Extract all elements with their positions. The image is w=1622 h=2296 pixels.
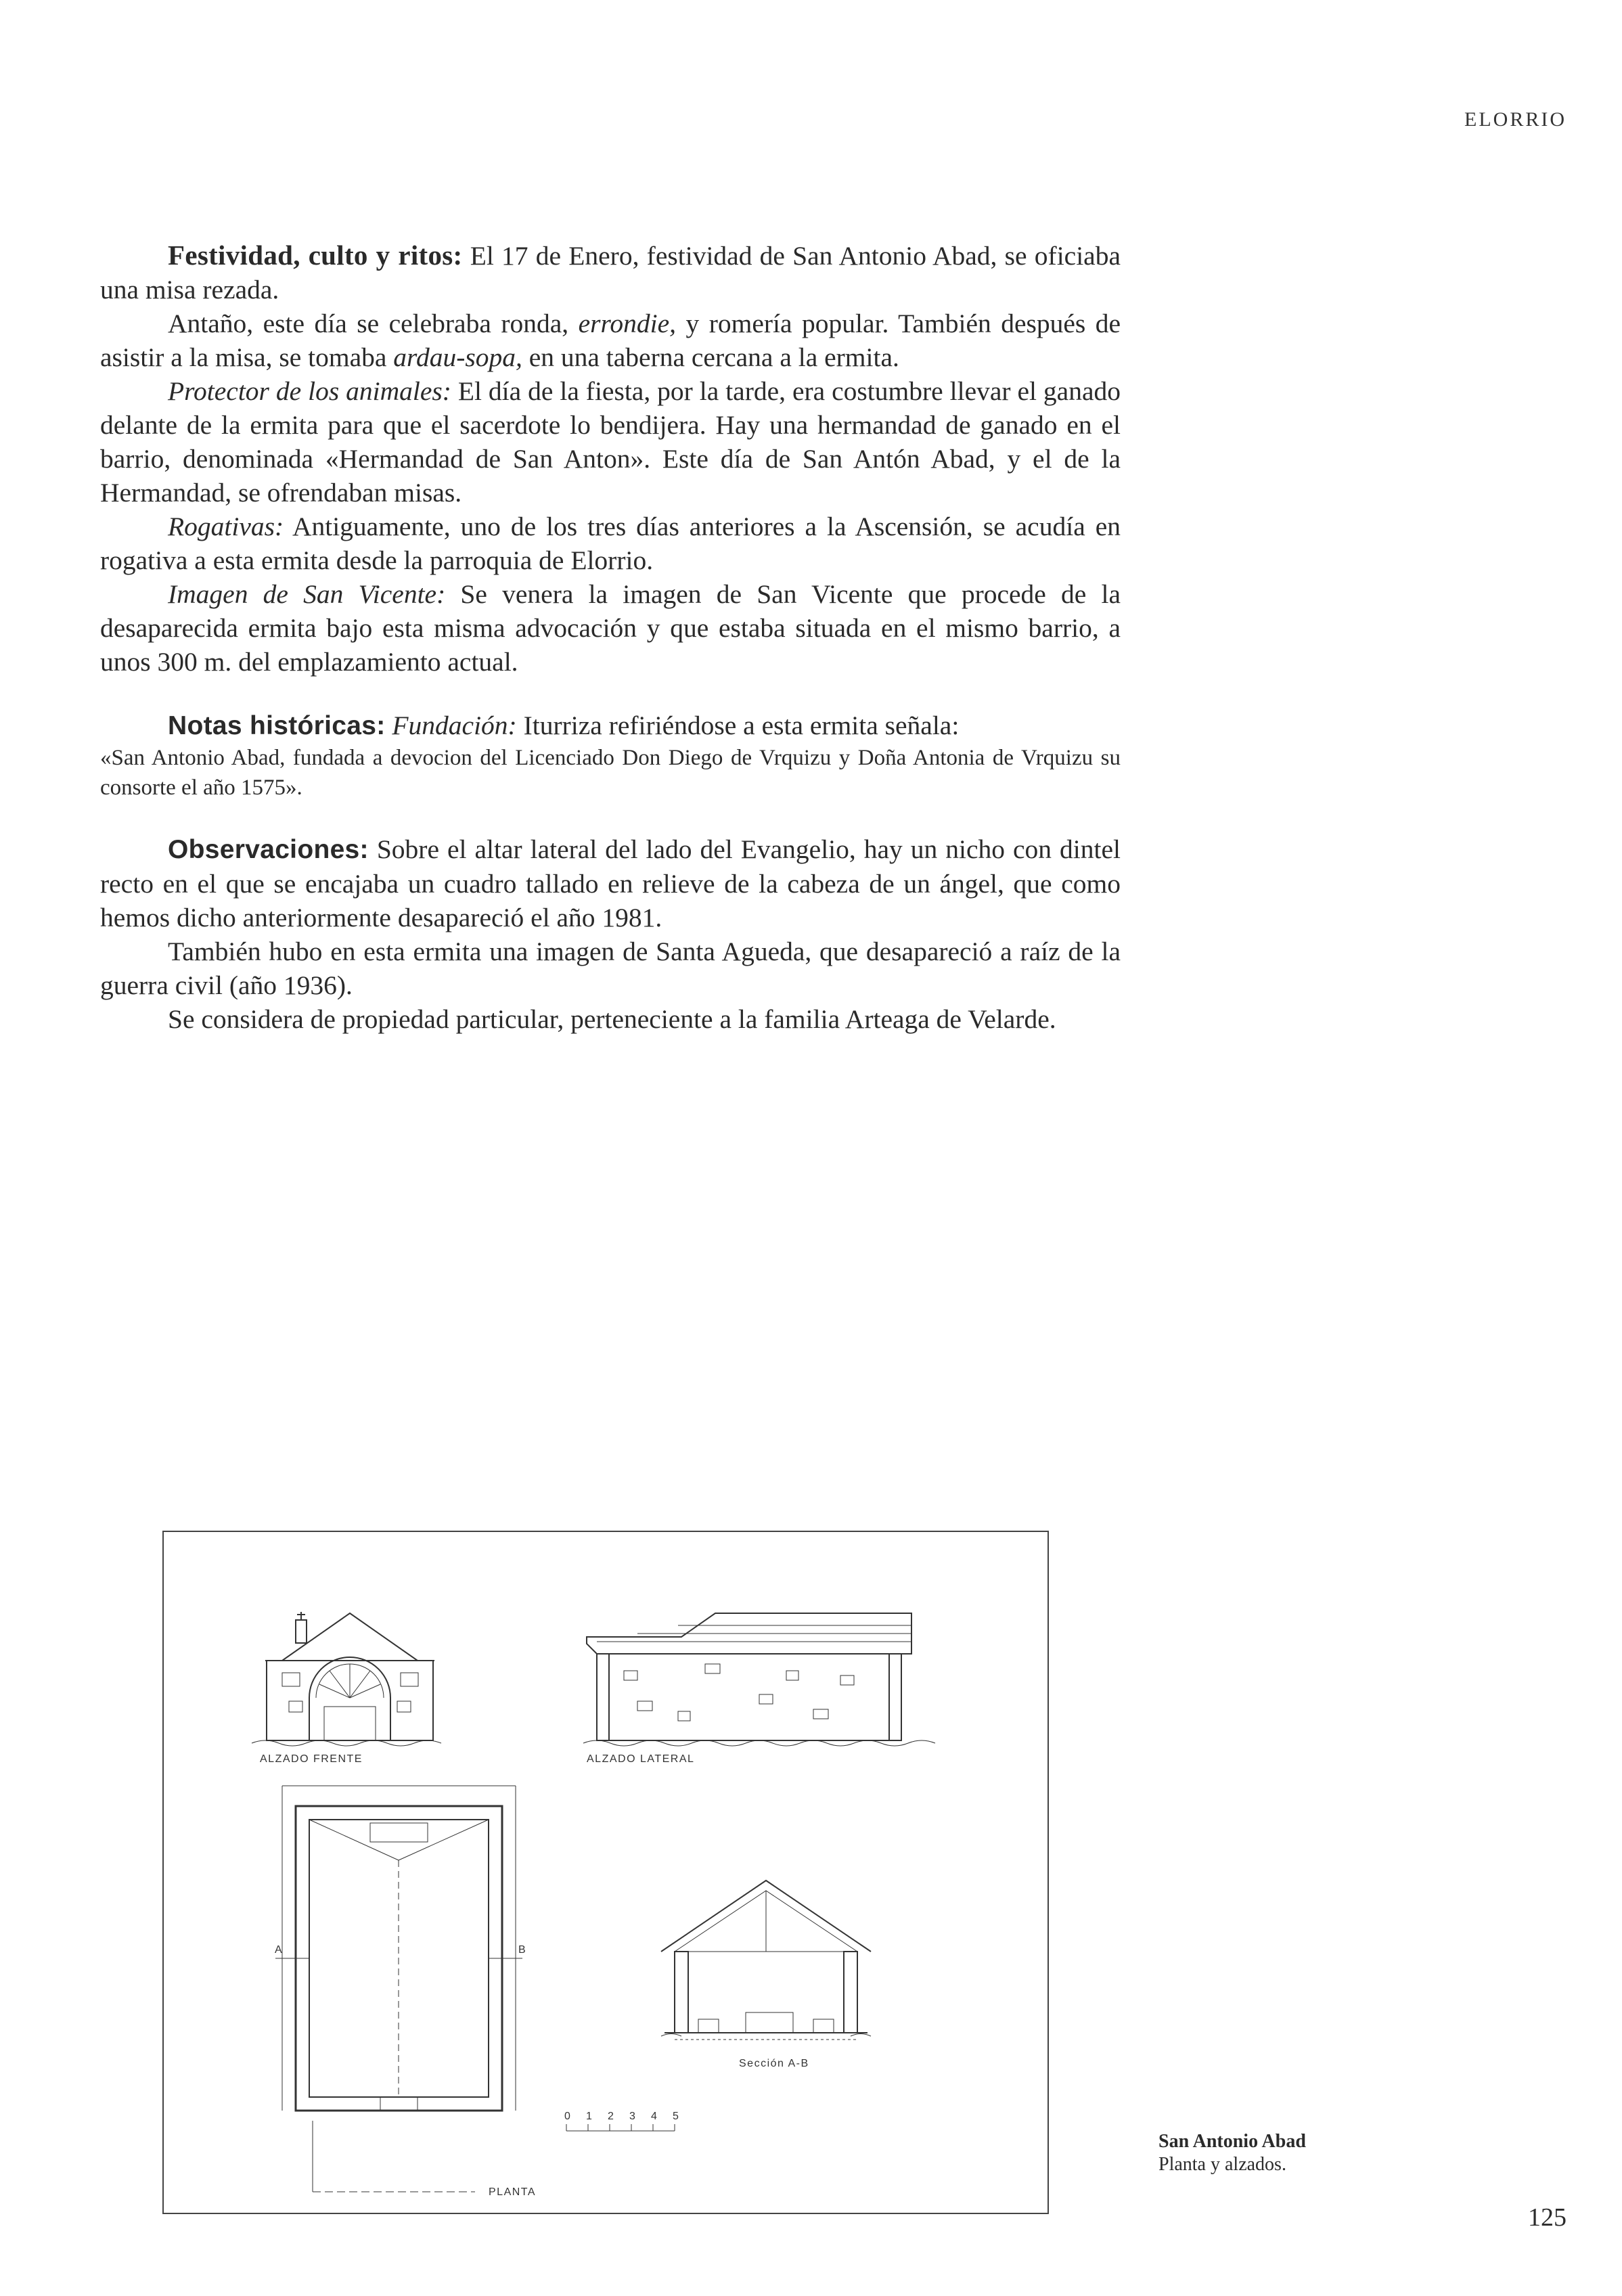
- running-head: ELORRIO: [1464, 108, 1567, 131]
- paragraph-protector: Protector de los animales: El día de la fiesta, por la tarde, era costumbre llevar el ganado delante de la ermita para que el sacerdote lo bendijera. Hay una hermandad de ganado en el barrio, denominada «Hermandad de San Anton». Este día de San Antón Abad, y el de la Hermandad, se ofrendaban misas.: [100, 376, 1121, 508]
- caption-title: San Antonio Abad: [1158, 2131, 1306, 2152]
- scale-labels: [564, 2111, 679, 2122]
- page-number: 125: [1528, 2203, 1567, 2232]
- front-elevation-drawing: [252, 1612, 441, 1746]
- paragraph-notas: Notas históricas: Fundación: Iturriza refiriéndose a esta ermita señala:: [168, 711, 960, 740]
- paragraph-san-vicente: Imagen de San Vicente: Se venera la imagen de San Vicente que procede de la desaparecida ermita bajo esta misma advocación y que estaba situada en el mismo barrio, a unos 300 m. del emplazamiento actual.: [100, 579, 1121, 677]
- heading-notas: Notas históricas:: [168, 711, 386, 740]
- label-alzado-frente: ALZADO FRENTE: [260, 1753, 363, 1765]
- floor-plan-drawing: [275, 1786, 522, 2192]
- architectural-drawing-figure: [162, 1531, 1049, 2214]
- scale-label-2: 2: [608, 2111, 615, 2122]
- heading-festividad: Festividad, culto y ritos:: [168, 240, 463, 271]
- drawing-svg: [164, 1532, 1047, 2213]
- paragraph-rogativas: Rogativas: Antiguamente, uno de los tres días anteriores a la Ascensión, se acudía en rogativa a esta ermita desde la parroquia de Elorrio.: [100, 512, 1121, 575]
- main-text-column: [100, 238, 1121, 1036]
- section-ab-drawing: [661, 1881, 871, 2040]
- scale-bar: [566, 2124, 675, 2131]
- paragraph-santa-agueda: También hubo en esta ermita una imagen de Santa Agueda, que desapareció a raíz de la guerra civil (año 1936).: [100, 937, 1121, 1000]
- paragraph-antano: Antaño, este día se celebraba ronda, errondie, y romería popular. También después de asistir a la misa, se tomaba ardau-sopa, en una taberna cercana a la ermita.: [100, 309, 1121, 372]
- label-mark-b: B: [518, 1944, 527, 1956]
- paragraph-observaciones: Observaciones: Sobre el altar lateral del lado del Evangelio, hay un nicho con dintel recto en el que se encajaba un cuadro tallado en relieve de la cabeza de un ángel, que como hemos dicho anteriormente desapareció el año 1981.: [100, 834, 1121, 932]
- scale-label-4: 4: [651, 2111, 658, 2122]
- label-alzado-lateral: ALZADO LATERAL: [587, 1753, 695, 1765]
- side-elevation-drawing: [583, 1613, 935, 1746]
- heading-observaciones: Observaciones:: [168, 835, 369, 864]
- scale-label-1: 1: [586, 2111, 593, 2122]
- label-planta: PLANTA: [489, 2186, 537, 2198]
- paragraph-propiedad: Se considera de propiedad particular, perteneciente a la familia Arteaga de Velarde.: [168, 1004, 1056, 1034]
- caption-subtitle: Planta y alzados.: [1158, 2154, 1286, 2175]
- label-seccion-ab: Sección A-B: [739, 2058, 809, 2069]
- scale-label-5: 5: [673, 2111, 680, 2122]
- label-mark-a: A: [275, 1944, 284, 1956]
- figure-caption: [1158, 2130, 1483, 2176]
- quote-iturriza: «San Antonio Abad, fundada a devocion del Licenciado Don Diego de Vrquizu y Doña Antonia de Vrquizu su consorte el año 1575».: [100, 746, 1121, 800]
- scale-label-3: 3: [629, 2111, 637, 2122]
- paragraph-festividad: Festividad, culto y ritos: El 17 de Enero, festividad de San Antonio Abad, se oficiaba una misa rezada.: [100, 240, 1121, 305]
- scale-label-0: 0: [564, 2111, 572, 2122]
